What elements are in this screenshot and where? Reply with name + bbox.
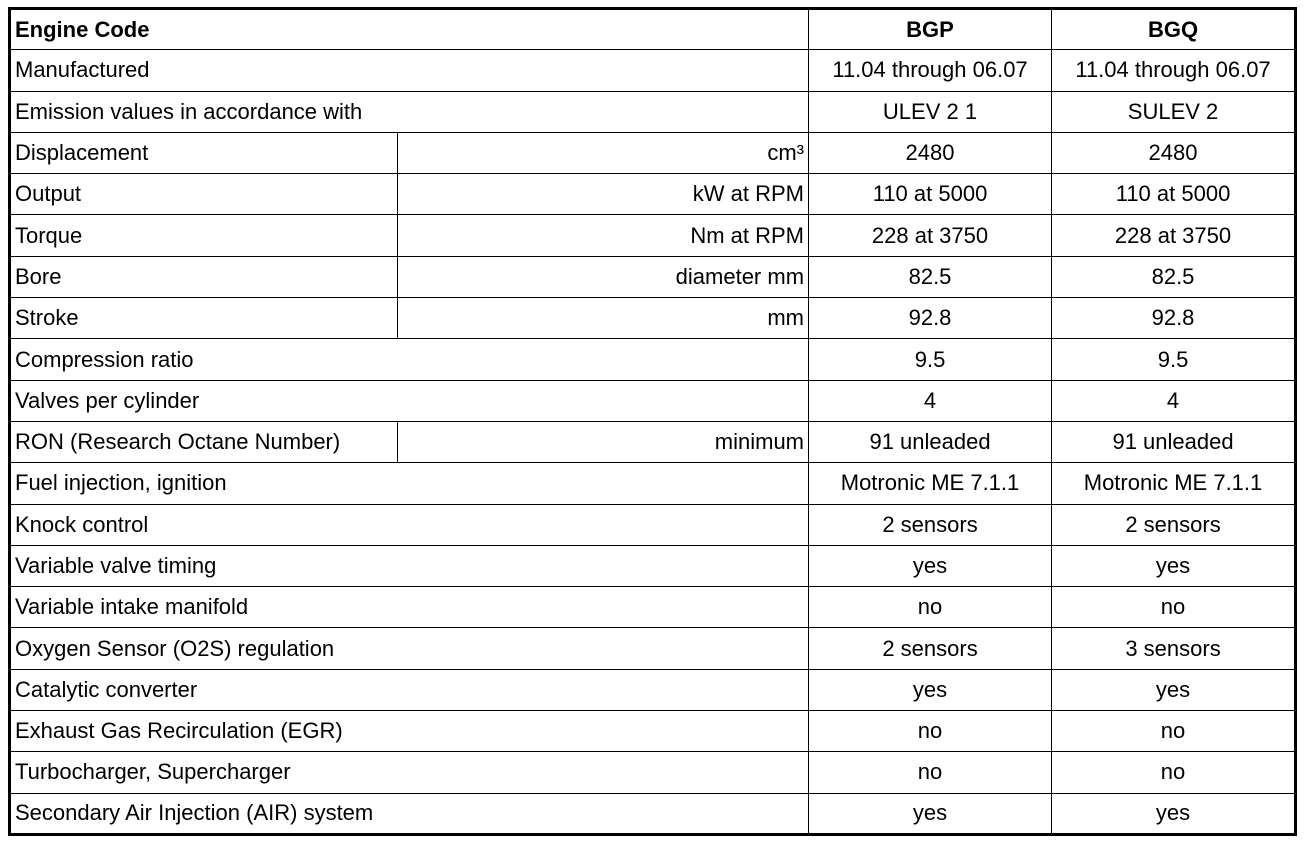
spec-value-bgp: 91 unleaded — [809, 421, 1052, 462]
spec-value-bgq: no — [1052, 752, 1296, 793]
spec-value-bgq: 9.5 — [1052, 339, 1296, 380]
spec-value-bgq: 3 sensors — [1052, 628, 1296, 669]
spec-value-bgq: 11.04 through 06.07 — [1052, 50, 1296, 91]
spec-row — [10, 752, 1296, 793]
spec-row — [10, 132, 1296, 173]
spec-label: Emission values in accordance with — [10, 91, 809, 132]
spec-value-bgp: 110 at 5000 — [809, 174, 1052, 215]
header-label: Engine Code — [10, 9, 809, 50]
spec-row — [10, 504, 1296, 545]
spec-value-bgq: yes — [1052, 669, 1296, 710]
spec-label: Catalytic converter — [10, 669, 809, 710]
spec-value-bgq: 110 at 5000 — [1052, 174, 1296, 215]
engine-spec-table — [8, 7, 1297, 836]
spec-value-bgp: 92.8 — [809, 298, 1052, 339]
spec-label: Fuel injection, ignition — [10, 463, 809, 504]
spec-row — [10, 421, 1296, 462]
engine-code-bgq: BGQ — [1052, 9, 1296, 50]
spec-label: Secondary Air Injection (AIR) system — [10, 793, 809, 834]
spec-label: RON (Research Octane Number) — [10, 421, 398, 462]
spec-value-bgp: yes — [809, 545, 1052, 586]
spec-label: Oxygen Sensor (O2S) regulation — [10, 628, 809, 669]
engine-code-bgp: BGP — [809, 9, 1052, 50]
spec-row — [10, 669, 1296, 710]
spec-value-bgp: yes — [809, 669, 1052, 710]
spec-row — [10, 793, 1296, 834]
spec-label: Displacement — [10, 132, 398, 173]
spec-unit: mm — [398, 298, 809, 339]
spec-value-bgq: 82.5 — [1052, 256, 1296, 297]
header-row — [10, 9, 1296, 50]
spec-row — [10, 628, 1296, 669]
spec-value-bgp: 2 sensors — [809, 504, 1052, 545]
spec-label: Output — [10, 174, 398, 215]
spec-value-bgp: 228 at 3750 — [809, 215, 1052, 256]
spec-value-bgp: no — [809, 752, 1052, 793]
spec-unit: Nm at RPM — [398, 215, 809, 256]
spec-value-bgp: 2480 — [809, 132, 1052, 173]
spec-value-bgq: yes — [1052, 545, 1296, 586]
spec-value-bgp: yes — [809, 793, 1052, 834]
spec-value-bgq: no — [1052, 711, 1296, 752]
spec-label: Turbocharger, Supercharger — [10, 752, 809, 793]
spec-row — [10, 256, 1296, 297]
spec-value-bgq: no — [1052, 587, 1296, 628]
spec-unit: cm³ — [398, 132, 809, 173]
spec-row — [10, 587, 1296, 628]
spec-label: Bore — [10, 256, 398, 297]
spec-label: Exhaust Gas Recirculation (EGR) — [10, 711, 809, 752]
spec-value-bgq: 91 unleaded — [1052, 421, 1296, 462]
spec-row — [10, 215, 1296, 256]
spec-value-bgq: 2480 — [1052, 132, 1296, 173]
spec-value-bgp: 9.5 — [809, 339, 1052, 380]
spec-label: Variable intake manifold — [10, 587, 809, 628]
spec-row — [10, 463, 1296, 504]
spec-value-bgq: Motronic ME 7.1.1 — [1052, 463, 1296, 504]
spec-unit: minimum — [398, 421, 809, 462]
spec-value-bgq: 92.8 — [1052, 298, 1296, 339]
spec-value-bgp: no — [809, 711, 1052, 752]
spec-value-bgq: SULEV 2 — [1052, 91, 1296, 132]
spec-row — [10, 339, 1296, 380]
spec-value-bgq: yes — [1052, 793, 1296, 834]
spec-table-body — [10, 9, 1296, 835]
spec-row — [10, 711, 1296, 752]
spec-value-bgp: no — [809, 587, 1052, 628]
spec-value-bgp: 2 sensors — [809, 628, 1052, 669]
spec-unit: kW at RPM — [398, 174, 809, 215]
spec-value-bgq: 4 — [1052, 380, 1296, 421]
spec-row — [10, 174, 1296, 215]
spec-value-bgq: 2 sensors — [1052, 504, 1296, 545]
spec-row — [10, 50, 1296, 91]
spec-value-bgp: 11.04 through 06.07 — [809, 50, 1052, 91]
spec-row — [10, 91, 1296, 132]
spec-label: Stroke — [10, 298, 398, 339]
spec-unit: diameter mm — [398, 256, 809, 297]
spec-value-bgp: 4 — [809, 380, 1052, 421]
spec-label: Compression ratio — [10, 339, 809, 380]
spec-row — [10, 545, 1296, 586]
spec-label: Valves per cylinder — [10, 380, 809, 421]
spec-value-bgp: ULEV 2 1 — [809, 91, 1052, 132]
spec-value-bgp: 82.5 — [809, 256, 1052, 297]
spec-value-bgq: 228 at 3750 — [1052, 215, 1296, 256]
spec-row — [10, 380, 1296, 421]
spec-value-bgp: Motronic ME 7.1.1 — [809, 463, 1052, 504]
spec-row — [10, 298, 1296, 339]
spec-label: Variable valve timing — [10, 545, 809, 586]
spec-label: Manufactured — [10, 50, 809, 91]
spec-label: Knock control — [10, 504, 809, 545]
spec-label: Torque — [10, 215, 398, 256]
